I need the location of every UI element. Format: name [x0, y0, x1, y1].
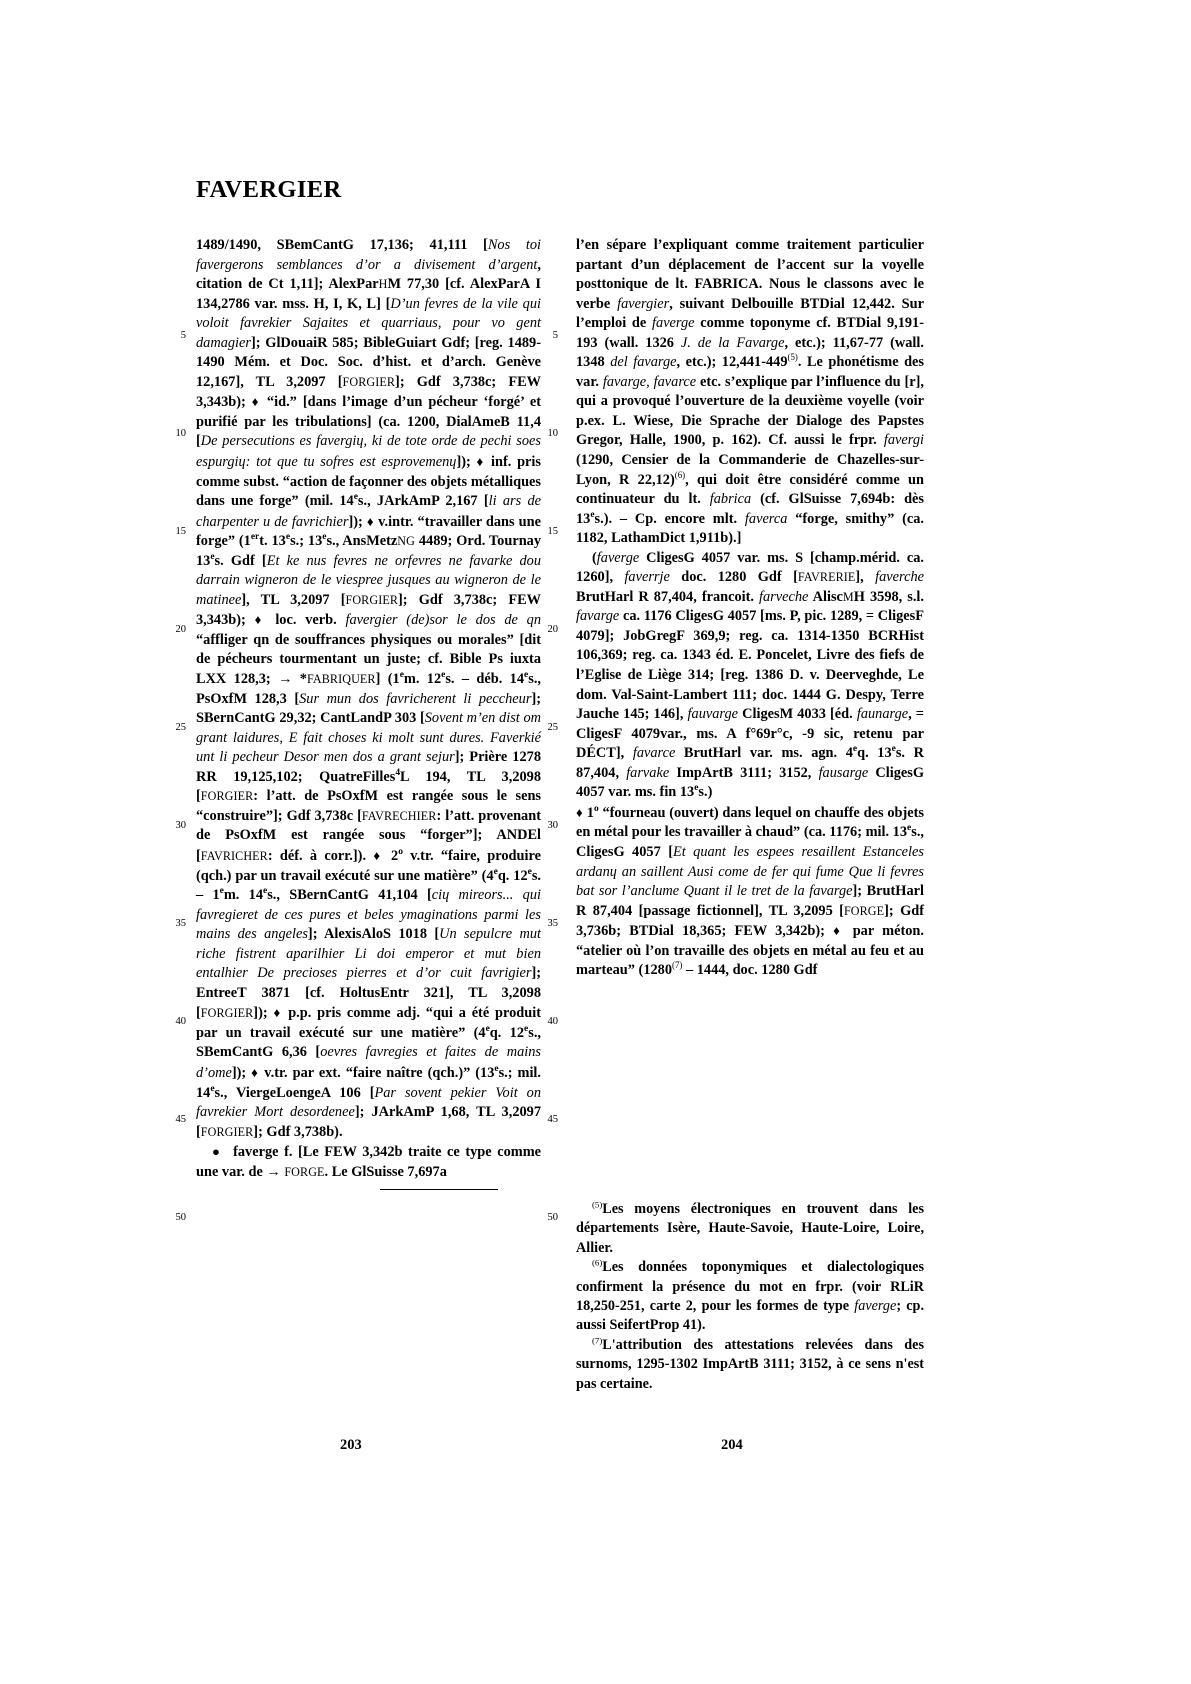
entry-paragraph [196, 236, 541, 1142]
attestation-text: 1489/1490, SBemCantG 17,136; 41,111 [Nos toi favergerons semblances d’or a divisement d’argent, citation de Ct 1,11]; AlexParHM 77,30 [cf. AlexParA I 134,2786 var. mss. H, I, K, L] [D’un fevres de la vile qui voloit favrekier Sajaites et quarriaus, pour vo gent damagier]; GlDouaiR 585; BibleGuiart Gdf; [reg. 1489-1490 Mém. et Doc. Soc. d’hist. et d’arch. Genève 12,167], TL 3,2097 [FORGIER]; Gdf 3,738c; FEW 3,343b); ♦ “id.” [dans l’image d’un pécheur ‘forgé’ et purifié par les tribulations] (ca. 1200, DialAmeB 11,4 [De persecutions es favergiɥ, ki de tote orde de pechi soes espurgiɥ: tot que tu sofres est esprovemenɥ]); ♦ inf. pris comme subst. “action de façonner des objets métalliques dans une forge” (mil. 14es., JArkAmP 2,167 [li ars de charpenter u de favrichier]); ♦ v.intr. “travailler dans une forge” (1ert. 13es.; 13es., AnsMetzNG 4489; Ord. Tournay 13es. Gdf [Et ke nus fevres ne orfevres ne favarke dou darrain wigneron de le viespree jusques au wigneron de le matinee], TL 3,2097 [FORGIER]; Gdf 3,738c; FEW 3,343b); ♦ loc. verb. favergier (de)sor le dos de qn “affliger qn de souffrances physiques ou morales” [dit de pécheurs tourmentant un juste; cf. Bible Ps iuxta LXX 128,3; → *FABRIQUER] (1em. 12es. – déb. 14es., PsOxfM 128,3 [Sur mun dos favricherent li peccheur]; SBernCantG 29,32; CantLandP 303 [Sovent m’en dist om grant laidures, E fait choses ki molt sunt dures. Faverkié unt li pecheur Desor men dos a grant sejur]; Prière 1278 RR 19,125,102; QuatreFilles$^4$L 194, TL 3,2098 [FORGIER: l’att. de PsOxfM est rangée sous le sens “construire”]; Gdf 3,738c [FAVRECHIER: l’att. provenant de PsOxfM est rangée sous “forger”]; ANDEl [FAVRICHER: déf. à corr.]). ♦ 2$^o$ v.tr. “faire, produire (qch.) par un travail exécuté sur une matière” (4eq. 12es. – 1em. 14es., SBernCantG 41,104 [ciɥ mireors... qui favregieret de ces pures et beles ymaginations parmi les mains des angeles]; AlexisAloS 1018 [Un sepulcre mut riche fistrent aparilhier Li doi emperor et mut bien entalhier De precioses pierres et d’or cuit favrigier]; EntreeT 3871 [cf. HoltusEntr 321], TL 3,2098 [FORGIER]); ♦ p.p. pris comme adj. “qui a été produit par un travail exécuté sur une matière” (4eq. 12es., SBemCantG 6,36 [oevres favregies et faites de mains d’ome]); ♦ v.tr. par ext. “faire naître (qch.)” (13es.; mil. 14es., ViergeLoengeA 106 [Par sovent pekier Voit on favrekier Mort desordenee]; JArkAmP 1,68, TL 3,2097 [FORGIER]; Gdf 3,738b). [196, 237, 542, 1140]
page-number-left: 203 [340, 1437, 362, 1453]
footnote-text: L'attribution des attestations relevées dans des surnoms, 1295-1302 ImpArtB 3111; 3152, à ce sens n'est pas certaine. [576, 1336, 924, 1392]
line-number: 25 [175, 722, 186, 733]
entry-paragraph: (faverge CligesG 4057 var. ms. S [champ.mérid. ca. 1260], faverrje doc. 1280 Gdf [FAVRERIE], faverche BrutHarl R 87,404, francoit. farveche AliscMH 3598, s.l. favarge ca. 1176 CligesG 4057 [ms. P, pic. 1289, = CligesF 4079]; JobGregF 369,9; reg. ca. 1314-1350 BCRHist 106,369; reg. ca. 1343 éd. E. Poncelet, Livre des fiefs de l’Eglise de Liège 314; [reg. 1386 D. v. Deerveghde, Le dom. Val-Saint-Lambert 111; doc. 1444 G. Despy, Terre Jauche 145; 146], fauvarge CligesM 4033 [éd. faunarge, = CligesF 4079var., ms. A f°69r°c, -9 sic, retenu par DÉCT], favarce BrutHarl var. ms. agn. 4eq. 13es. R 87,404, farvake ImpArtB 3111; 3152, fausarge CligesG 4057 var. ms. fin 13es.) [576, 549, 925, 801]
line-number: 50 [175, 1212, 186, 1223]
line-number: 30 [547, 820, 558, 831]
page-number-right: 204 [721, 1437, 743, 1453]
line-number: 45 [175, 1114, 186, 1125]
line-number: 50 [547, 1212, 558, 1223]
line-number: 15 [175, 526, 186, 537]
line-number: 35 [175, 918, 186, 929]
line-number: 5 [180, 330, 186, 341]
sense-diamond-icon: ♦ [576, 804, 583, 820]
line-number: 45 [547, 1114, 558, 1125]
footnote-marker: (6) [592, 1257, 603, 1268]
column-left [196, 236, 541, 1182]
footnote-item [576, 1200, 924, 1258]
column-right [576, 236, 924, 981]
line-number: 20 [547, 624, 558, 635]
footnote-marker: (7) [592, 1335, 603, 1346]
line-number: 35 [547, 918, 558, 929]
line-number: 40 [175, 1016, 186, 1027]
line-number: 25 [547, 722, 558, 733]
line-number: 10 [547, 428, 558, 439]
page-title: FAVERGIER [196, 176, 342, 203]
page-number-row [196, 1437, 996, 1459]
line-number: 30 [175, 820, 186, 831]
footnotes-block [576, 1200, 924, 1394]
footnote-item [576, 1336, 924, 1394]
footnote-text: Les données toponymiques et dialectologiques confirment la présence du mot en frpr. (voir RLiR 18,250-251, carte 2, pour les formes de type faverge; cp. aussi SeifertProp 41). [576, 1259, 924, 1334]
footnote-item [576, 1258, 924, 1336]
entry-paragraph: l’en sépare l’expliquant comme traitement particulier partant d’un déplacement de l’accent sur la voyelle posttonique de lt. FABRICA. Nous le classons avec le verbe favergier, suivant Delbouille BTDial 12,442. Sur l’emploi de faverge comme toponyme cf. BTDial 9,191-193 (wall. 1326 J. de la Favarge, etc.); 11,67-77 (wall. 1348 del favarge, etc.); 12,441-449$^{(5)}$. Le phonétisme des var. favarge, favarce etc. s’explique par l’influence du [r], qui a provoqué l’ouverture de la deuxième voyelle (voir p.ex. L. Wiese, Die Sprache der Dialoge des Papstes Gregor, Halle, 1900, p. 162). Cf. aussi le frpr. favergi (1290, Censier de la Commanderie de Chazelles-sur-Lyon, R 22,12)$^{(6)}$, qui doit être considéré comme un continuateur du lt. fabrica (cf. GlSuisse 7,694b: dès 13es.). – Cp. encore mlt. faverca “forge, smithy” (ca. 1182, LathamDict 1,911b).] [576, 237, 924, 547]
headword: faverge [233, 1144, 279, 1161]
footnote-text: Les moyens électroniques en trouvent dans les départements Isère, Haute-Savoie, Haute-Loire, Loire, Allier. [576, 1201, 924, 1256]
line-number: 20 [175, 624, 186, 635]
entry-paragraph: ♦ 1$^o$ “fourneau (ouvert) dans lequel on chauffe des objets en métal pour les travailler à chaud” (ca. 1176; mil. 13es., CligesG 4057 [Et quant les espees resaillent Estanceles ardanɥ an saillent Ausi come de fer qui fume Que li fevres bat sor l’anclume Quant il le tret de la favarge]; BrutHarl R 87,404 [passage fictionnel], TL 3,2095 [FORGE]; Gdf 3,736b; BTDial 18,365; FEW 3,342b); ♦ par méton. “atelier où l’on travaille des objets en métal au feu et au marteau” (1280$^{(7)}$ – 1444, doc. 1280 Gdf [576, 804, 924, 979]
entry-paragraph: ● faverge f. [Le FEW 3,342b traite ce type comme une var. de → FORGE. Le GlSuisse 7,697a [196, 1144, 542, 1180]
footnote-separator-rule [380, 1189, 498, 1190]
line-number: 40 [547, 1016, 558, 1027]
sense-bullet-icon: ● [212, 1144, 222, 1160]
line-number: 5 [552, 330, 558, 341]
line-number: 15 [547, 526, 558, 537]
footnote-marker: (5) [592, 1199, 603, 1210]
line-number: 10 [175, 428, 186, 439]
